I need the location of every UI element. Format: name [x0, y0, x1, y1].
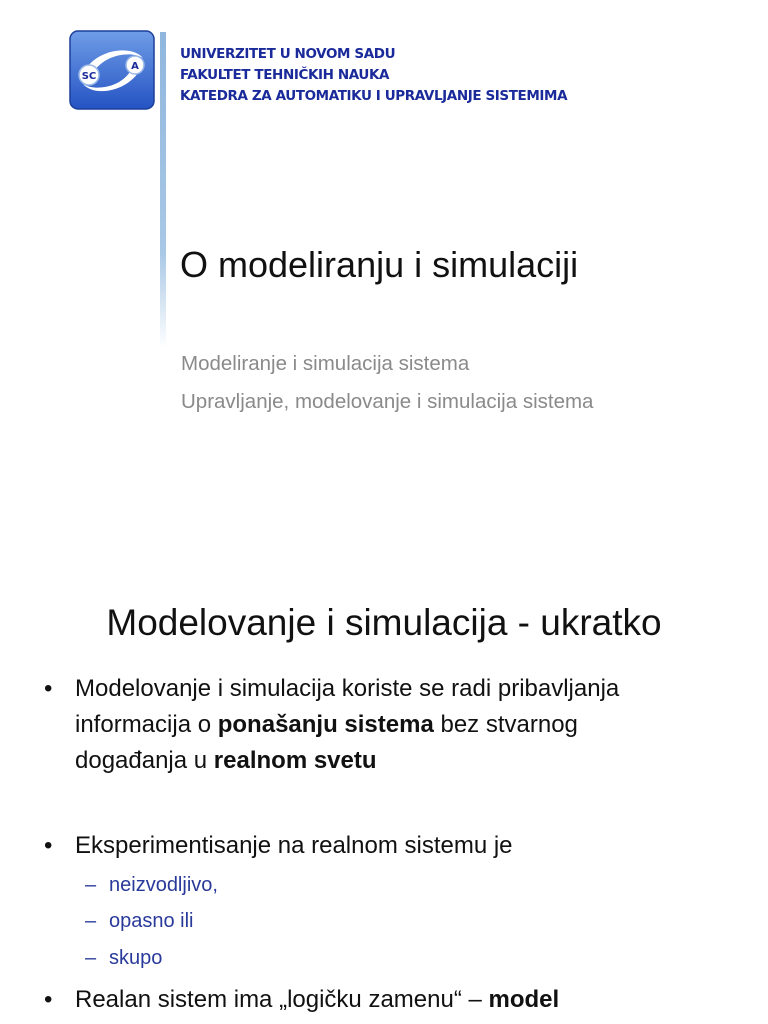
bullet-line: [75, 707, 755, 743]
logo-badge-a: A: [131, 61, 139, 72]
slide-heading: Modelovanje i simulacija - ukratko: [106, 602, 662, 643]
text-run: Realan sistem ima „logičku zamenu“ –: [75, 986, 489, 1013]
sub-item: [85, 907, 194, 935]
header-line-faculty: FAKULTET TEHNIČKIH NAUKA: [180, 67, 390, 83]
subtitle-program: Upravljanje, modelovanje i simulacija sistema: [181, 390, 594, 413]
text-run: informacija o: [75, 711, 218, 738]
sub-item: [85, 944, 162, 972]
dash: –: [85, 874, 97, 896]
bullet-text: [75, 982, 755, 1018]
logo-badge-sc: SC: [81, 71, 97, 82]
bullet-dot: •: [44, 675, 53, 702]
bold-term: realnom svetu: [213, 747, 377, 774]
slide-title: O modeliranju i simulaciji: [180, 244, 579, 285]
sc-a-logo-icon: [69, 30, 155, 110]
text-run: bez stvarnog: [433, 711, 578, 738]
sub-item-text: opasno ili: [109, 910, 194, 932]
bullet-line: Modelovanje i simulacija koriste se radi pribavljanja: [75, 675, 620, 702]
bullet-text: [75, 828, 755, 864]
dash: –: [85, 910, 97, 932]
bullet-text: [75, 671, 755, 779]
bullet-dot: •: [44, 986, 53, 1013]
bold-term: model: [488, 986, 560, 1013]
bullet-line: Eksperimentisanje na realnom sistemu je: [75, 832, 513, 859]
bullet-dot: •: [44, 832, 53, 859]
header-line-department: KATEDRA ZA AUTOMATIKU I UPRAVLJANJE SISTEMIMA: [180, 88, 568, 104]
accent-bar: [160, 32, 166, 348]
bullet-line: [75, 982, 755, 1018]
sub-item-text: skupo: [109, 947, 163, 969]
bullet-line: [75, 743, 755, 779]
bold-term: ponašanju sistema: [217, 711, 434, 738]
subtitle-course: Modeliranje i simulacija sistema: [181, 352, 470, 375]
institution-header: [180, 44, 567, 107]
sub-item-text: neizvodljivo,: [109, 874, 218, 896]
header-line-university: UNIVERZITET U NOVOM SADU: [180, 46, 396, 62]
content-slide: [0, 560, 768, 1024]
dash: –: [85, 947, 97, 969]
sub-item: [85, 871, 218, 899]
text-run: događanja u: [75, 747, 214, 774]
